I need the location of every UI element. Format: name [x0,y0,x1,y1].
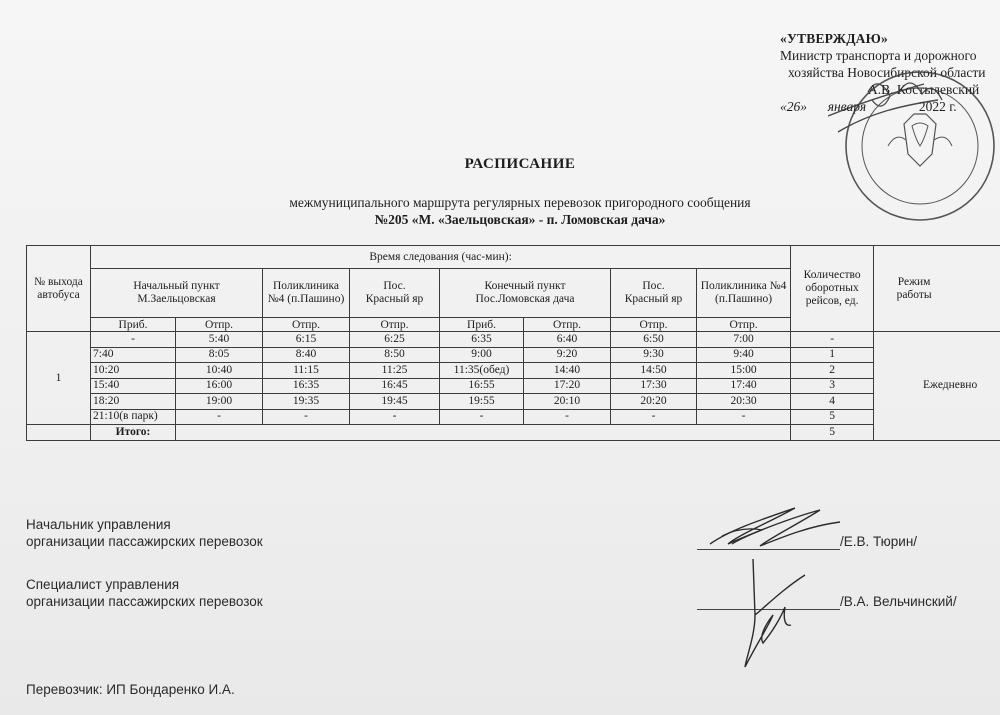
stop-krasny-yar-1-label: Пос. [383,280,406,292]
work-mode-cell: Ежедневно [874,332,1000,441]
handwritten-signature-1 [700,500,850,555]
carrier-name: Перевозчик: ИП Бондаренко И.А. [26,682,235,697]
approval-date-year: 2022 г. [918,99,957,114]
time-cell: 11:35(обед) [440,363,524,379]
time-cell: 21:10(в парк) [91,409,176,425]
table-row [27,347,1000,363]
time-cell: 9:00 [440,347,524,363]
signatory-2-name: /В.А. Вельчинский/ [840,594,957,609]
time-cell: 8:50 [350,347,440,363]
exit-number-cell: 1 [27,332,91,425]
approval-heading: «УТВЕРЖДАЮ» [780,31,888,46]
approval-line-2: хозяйства Новосибирской области [788,65,986,80]
signatory-2-role-line-1: Специалист управления [26,577,180,592]
time-cell: 19:45 [350,394,440,410]
subheader-departure: Отпр. [176,318,263,332]
time-cell: - [524,409,611,425]
total-blank-cell [27,425,91,441]
time-cell: 6:50 [611,332,697,348]
stop-krasny-yar-2-label: Пос. [642,280,665,292]
schedule-body [27,332,1000,441]
time-cell: 9:30 [611,347,697,363]
time-cell: 16:35 [263,378,350,394]
approval-line-1: Министр транспорта и дорожного [780,48,977,63]
approval-date-day: «26» [780,99,807,114]
time-cell: - [91,332,176,348]
time-cell: 20:20 [611,394,697,410]
table-row [27,363,1000,379]
time-cell: 10:40 [176,363,263,379]
time-cell: 19:35 [263,394,350,410]
subheader-departure: Отпр. [524,318,611,332]
stop-terminal-label: Конечный пункт [484,280,566,292]
time-cell: - [176,409,263,425]
trip-count-cell: 2 [791,363,874,379]
total-label: Итого: [91,425,176,441]
approval-line-3: А.В. Костылевский [868,82,980,97]
table-total-row [27,425,1000,441]
header-trip-count: Количество оборотных рейсов, ед. [791,246,874,332]
time-cell: 16:00 [176,378,263,394]
header-exit-number: № выхода автобуса [27,246,91,332]
time-cell: 19:55 [440,394,524,410]
signatory-1-role-line-2: организации пассажирских перевозок [26,534,263,549]
header-time-group: Время следования (час-мин): [91,246,791,269]
time-cell: 9:20 [524,347,611,363]
trip-count-cell: - [791,332,874,348]
time-cell: 14:40 [524,363,611,379]
time-cell: 6:40 [524,332,611,348]
time-cell: 8:40 [263,347,350,363]
table-row [27,394,1000,410]
time-cell: 6:15 [263,332,350,348]
time-cell: 15:00 [697,363,791,379]
time-cell: 8:05 [176,347,263,363]
subheader-arrival: Приб. [91,318,176,332]
total-value: 5 [791,425,874,441]
signatory-1-role-line-1: Начальник управления [26,517,171,532]
time-cell: - [611,409,697,425]
subheader-departure: Отпр. [697,318,791,332]
document-title: РАСПИСАНИЕ [464,156,576,172]
stop-krasny-yar-1-name: Красный яр [365,293,424,305]
signatory-1-role [26,516,263,550]
time-cell: 17:30 [611,378,697,394]
stop-krasny-yar-2-name: Красный яр [624,293,683,305]
header-stop-polyclinic-1: Поликлиника №4 (п.Пашино) [263,269,350,318]
approval-date-month: января [827,99,867,114]
signatory-2-role [26,576,263,610]
trip-count-cell: 3 [791,378,874,394]
time-cell: 19:00 [176,394,263,410]
header-stop-terminal [440,269,611,318]
header-stop-start [91,269,263,318]
table-row [27,332,1000,348]
trip-count-cell: 5 [791,409,874,425]
handwritten-signature-2 [725,555,815,675]
time-cell: 10:20 [91,363,176,379]
time-cell: 11:25 [350,363,440,379]
subheader-departure: Отпр. [350,318,440,332]
time-cell: 7:00 [697,332,791,348]
header-stop-polyclinic-2: Поликлиника №4 (п.Пашино) [697,269,791,318]
signatory-1-name: /Е.В. Тюрин/ [840,534,918,549]
time-cell: 9:40 [697,347,791,363]
time-cell: 7:40 [91,347,176,363]
header-work-mode-text: Режим работы [896,275,932,301]
table-row [27,378,1000,394]
signatory-2-role-line-2: организации пассажирских перевозок [26,594,263,609]
schedule-table [26,245,1000,441]
stop-start-label: Начальный пункт [133,280,220,292]
time-cell: 15:40 [91,378,176,394]
time-cell: - [440,409,524,425]
time-cell: 5:40 [176,332,263,348]
stop-start-name: М.Заельцовская [137,293,216,305]
document-subtitle: межмуниципального маршрута регулярных перевозок пригородного сообщения [289,195,751,210]
time-cell: - [350,409,440,425]
time-cell: 16:45 [350,378,440,394]
time-cell: 20:30 [697,394,791,410]
time-cell: 20:10 [524,394,611,410]
total-blank-span [176,425,791,441]
time-cell: 6:25 [350,332,440,348]
time-cell: 18:20 [91,394,176,410]
time-cell: 14:50 [611,363,697,379]
time-cell: 16:55 [440,378,524,394]
header-stop-krasny-yar-1 [350,269,440,318]
time-cell: - [697,409,791,425]
subheader-arrival: Приб. [440,318,524,332]
stop-terminal-name: Пос.Ломовская дача [475,293,575,305]
header-work-mode [874,246,1000,332]
subheader-departure: Отпр. [611,318,697,332]
header-stop-krasny-yar-2 [611,269,697,318]
route-name: №205 «М. «Заельцовская» - п. Ломовская дача» [374,212,666,227]
trip-count-cell: 4 [791,394,874,410]
time-cell: 6:35 [440,332,524,348]
time-cell: - [263,409,350,425]
table-row [27,409,1000,425]
subheader-departure: Отпр. [263,318,350,332]
time-cell: 11:15 [263,363,350,379]
time-cell: 17:20 [524,378,611,394]
time-cell: 17:40 [697,378,791,394]
trip-count-cell: 1 [791,347,874,363]
